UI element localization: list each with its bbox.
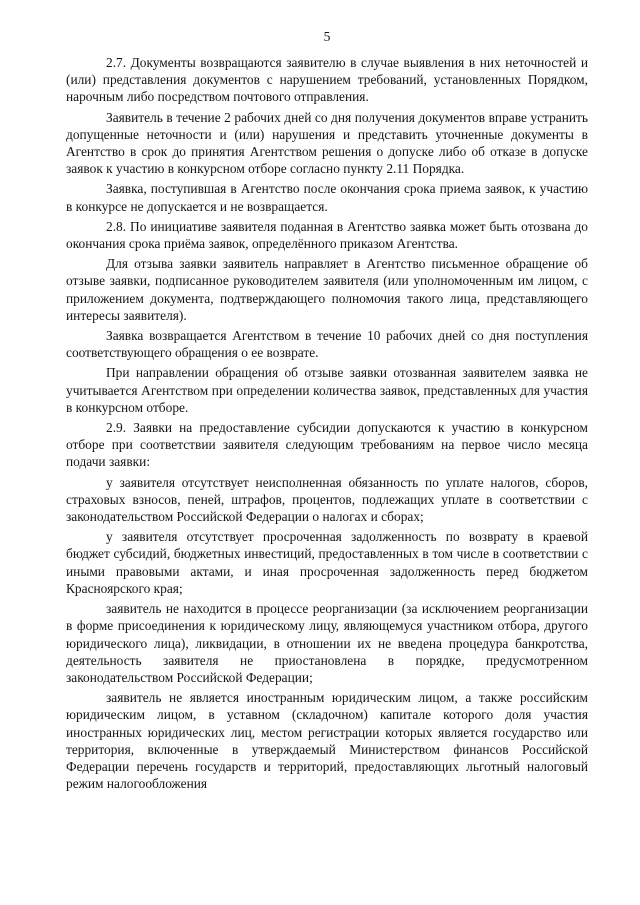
paragraph-2-9: 2.9. Заявки на предоставление субсидии допускаются к участию в конкурсном отборе при соответствии заявителя следующим требованиям на первое число месяца подачи заявки:	[66, 420, 588, 470]
paragraph-withdrawal-request: Для отзыва заявки заявитель направляет в Агентство письменное обращение об отзыве заявки, подписанное руководителем заявителя (или уполномоченным им лицом, с приложением документа, подтверждающего полномочия такого лица, представляющего интересы заявителя).	[66, 256, 588, 323]
paragraph-withdrawn-not-counted: При направлении обращения об отзыве заявки отозванная заявителем заявка не учитывается Агентством при определении количества заявок, представленных для участия в конкурсном отборе.	[66, 365, 588, 415]
paragraph-correction-period: Заявитель в течение 2 рабочих дней со дня получения документов вправе устранить допущенные неточности и (или) нарушения и представить уточненные документы в Агентство в срок до принятия Агентством решения о допуске либо об отказе в допуске заявок к участию в конкурсном отборе согласно пункту 2.11 Порядка.	[66, 109, 588, 177]
paragraph-return-period: Заявка возвращается Агентством в течение 10 рабочих дней со дня поступления соответствующего обращения о ее возврате.	[66, 328, 588, 361]
requirement-no-tax-debt: у заявителя отсутствует неисполненная обязанность по уплате налогов, сборов, страховых взносов, пеней, штрафов, процентов, подлежащих уплате в соответствии с законодательством Российской Федерации о налогах и сборах;	[66, 474, 588, 525]
paragraph-2-8: 2.8. По инициативе заявителя поданная в Агентство заявка может быть отозвана до окончания срока приёма заявок, определённого приказом Агентства.	[66, 218, 588, 252]
requirement-no-reorganization: заявитель не находится в процессе реорганизации (за исключением реорганизации в форме присоединения к юридическому лицу, являющемуся участником отбора, другого юридического лица), ликвидации, в отношении их не введена процедура банкротства, деятельность заявителя не приостановлена в порядке, предусмотренном законодательством Российской Федерации;	[66, 601, 588, 685]
paragraph-late-application: Заявка, поступившая в Агентство после окончания срока приема заявок, к участию в конкурсе не допускается и не возвращается.	[66, 181, 588, 214]
paragraph-2-7: 2.7. Документы возвращаются заявителю в случае выявления в них неточностей и (или) представления документов с нарушением требований, установленных Порядком, нарочным либо посредством почтового отправления.	[66, 55, 588, 105]
page-number: 5	[323, 29, 331, 44]
requirement-no-overdue-debt: у заявителя отсутствует просроченная задолженность по возврату в краевой бюджет субсидий, бюджетных инвестиций, предоставленных в том числе в соответствии с иными правовыми актами, и иная просроченная задолженность перед бюджетом Красноярского края;	[66, 529, 588, 596]
requirement-not-foreign-entity: заявитель не является иностранным юридическим лицом, а также российским юридическим лицом, в уставном (складочном) капитале которого доля участия иностранных юридических лиц, местом регистрации которых является государство или территория, включенные в утверждаемый Министерством финансов Российской Федерации перечень государств и территорий, предоставляющих льготный налоговый режим налогообложения	[66, 690, 588, 792]
